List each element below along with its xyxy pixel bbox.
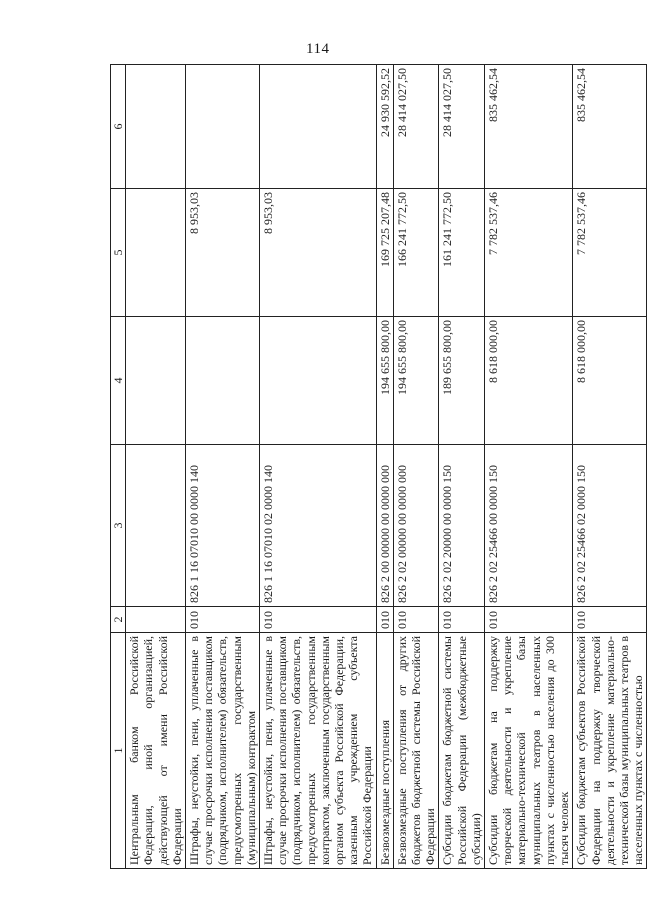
row-col4 — [260, 317, 377, 445]
row-col2: 010 — [260, 607, 377, 633]
column-header-1: 1 — [111, 633, 126, 869]
row-col2 — [126, 607, 186, 633]
row-code: 826 2 02 20000 00 0000 150 — [439, 445, 485, 607]
row-col6: 28 414 027,50 — [439, 65, 485, 189]
row-col4: 189 655 800,00 — [439, 317, 485, 445]
row-col5: 166 241 772,50 — [393, 189, 439, 317]
row-col6: 835 462,54 — [573, 65, 647, 189]
table-row — [393, 65, 439, 869]
row-col6: 24 930 592,52 — [376, 65, 393, 189]
row-code: 826 2 02 00000 00 0000 000 — [393, 445, 439, 607]
row-col2: 010 — [573, 607, 647, 633]
row-col5: 7 782 537,46 — [573, 189, 647, 317]
row-col2: 010 — [439, 607, 485, 633]
row-name: Штрафы, неустойки, пени, уплаченные в случае просрочки исполнения поставщиком (подрядчиком, исполнителем) обязательств, предусмотренных государственным контрактом, заключенным государственным органом субъекта Российской Федерации, казенным учреждением субъекта Российской Федерации — [260, 633, 377, 869]
row-code: 826 2 00 00000 00 0000 000 — [376, 445, 393, 607]
table-row — [573, 65, 647, 869]
row-col2: 010 — [485, 607, 573, 633]
row-col4 — [126, 317, 186, 445]
row-name: Субсидии бюджетам субъектов Российской Федерации на поддержку творческой деятельности и укрепление материально-технической базы муниципальных театров в населенных пунктах с численностью — [573, 633, 647, 869]
column-header-5: 5 — [111, 189, 126, 317]
row-col6 — [186, 65, 260, 189]
budget-table — [110, 64, 647, 869]
row-code: 826 2 02 25466 00 0000 150 — [485, 445, 573, 607]
row-name: Субсидии бюджетам на поддержку творческой деятельности и укрепление материально-технической базы муниципальных театров в населенных пунктах с численностью населения до 300 тысяч человек — [485, 633, 573, 869]
row-col4: 8 618 000,00 — [485, 317, 573, 445]
table-viewport — [110, 65, 646, 869]
row-col6 — [126, 65, 186, 189]
row-col5 — [126, 189, 186, 317]
column-header-6: 6 — [111, 65, 126, 189]
table-row — [126, 65, 186, 869]
row-col2: 010 — [376, 607, 393, 633]
row-col5: 8 953,03 — [260, 189, 377, 317]
row-col4: 8 618 000,00 — [573, 317, 647, 445]
page-number: 114 — [306, 41, 330, 57]
row-code: 826 1 16 07010 02 0000 140 — [260, 445, 377, 607]
row-col4: 194 655 800,00 — [393, 317, 439, 445]
row-code: 826 2 02 25466 02 0000 150 — [573, 445, 647, 607]
row-col6 — [260, 65, 377, 189]
row-col4 — [186, 317, 260, 445]
table-row — [439, 65, 485, 869]
row-name: Штрафы, неустойки, пени, уплаченные в случае просрочки исполнения поставщиком (подрядчиком, исполнителем) обязательств, предусмотренных государственным (муниципальным) контрактом — [186, 633, 260, 869]
row-code — [126, 445, 186, 607]
row-name: Центральным банком Российской Федерации, иной организацией, действующей от имени Российской Федерации — [126, 633, 186, 869]
row-name: Субсидии бюджетам бюджетной системы Российской Федерации (межбюджетные субсидии) — [439, 633, 485, 869]
table-row — [485, 65, 573, 869]
row-col5: 8 953,03 — [186, 189, 260, 317]
row-col6: 835 462,54 — [485, 65, 573, 189]
row-col6: 28 414 027,50 — [393, 65, 439, 189]
row-col5: 161 241 772,50 — [439, 189, 485, 317]
table-row — [376, 65, 393, 869]
row-name: Безвозмездные поступления от других бюджетов бюджетной системы Российской Федерации — [393, 633, 439, 869]
header-row — [111, 65, 126, 869]
rotated-table-container — [110, 65, 646, 869]
column-header-3: 3 — [111, 445, 126, 607]
table-row — [186, 65, 260, 869]
table-row — [260, 65, 377, 869]
row-col2: 010 — [393, 607, 439, 633]
row-name: Безвозмездные поступления — [376, 633, 393, 869]
row-col2: 010 — [186, 607, 260, 633]
column-header-2: 2 — [111, 607, 126, 633]
row-code: 826 1 16 07010 00 0000 140 — [186, 445, 260, 607]
row-col5: 7 782 537,46 — [485, 189, 573, 317]
row-col5: 169 725 207,48 — [376, 189, 393, 317]
column-header-4: 4 — [111, 317, 126, 445]
row-col4: 194 655 800,00 — [376, 317, 393, 445]
